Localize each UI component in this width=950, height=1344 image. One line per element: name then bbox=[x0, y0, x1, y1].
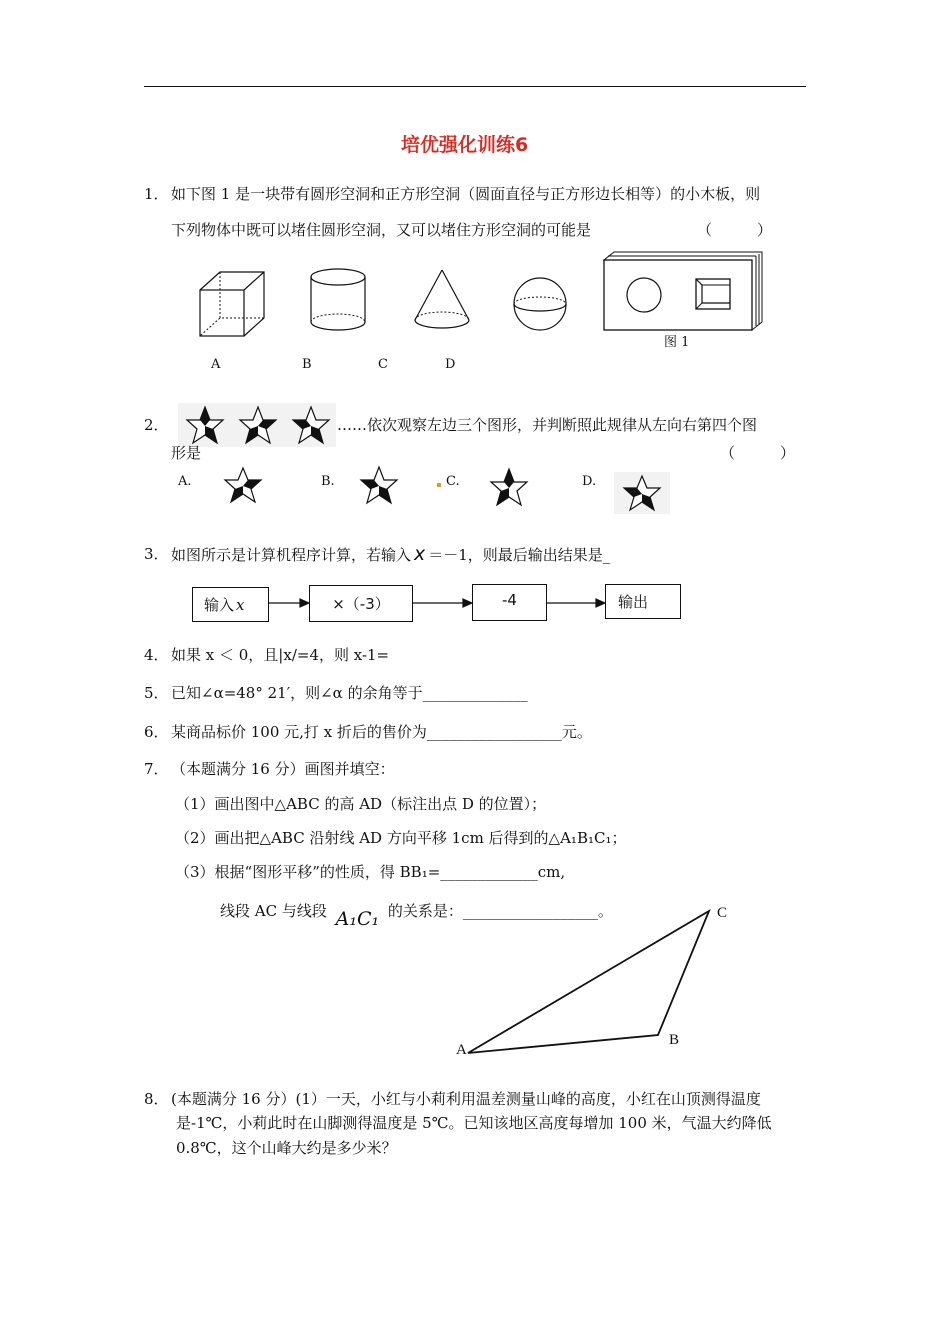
q1-bracket: （ ） bbox=[697, 221, 773, 239]
flow-subtract-label: -4 bbox=[502, 591, 517, 609]
q7-line4-a: 线段 AC 与线段 bbox=[220, 902, 327, 920]
q7-item-3: （3）根据“图形平移”的性质，得 BB₁=_____________cm, bbox=[175, 863, 566, 881]
point-label-b: B bbox=[669, 1032, 680, 1048]
q5-text: 已知∠α=48° 21′，则∠α 的余角等于______________ bbox=[171, 684, 528, 702]
figure1-label: 图 1 bbox=[664, 335, 690, 350]
q1-option-b: B bbox=[302, 357, 312, 372]
flow-input-label: 输入 bbox=[204, 596, 235, 614]
q2-option-d: D. bbox=[582, 474, 597, 489]
q6-text: 某商品标价 100 元,打 x 折后的售价为__________________元。 bbox=[171, 723, 592, 741]
q7-line4-math: A₁C₁ bbox=[335, 908, 380, 930]
q1-line2: 下列物体中既可以堵住圆形空洞，又可以堵住方形空洞的可能是 bbox=[171, 221, 592, 239]
q8-line2: 是-1℃，小莉此时在山脚测得温度是 5℃。已知该地区高度每增加 100 米，气温大约降低 bbox=[176, 1114, 772, 1132]
q2-option-a: A. bbox=[178, 474, 192, 489]
q1-number: 1． bbox=[144, 185, 169, 203]
q2-option-b: B. bbox=[321, 474, 335, 489]
q2-option-c: C. bbox=[446, 474, 460, 489]
q3-text-a: 如图所示是计算机程序计算，若输入 bbox=[171, 546, 412, 564]
q7-head: （本题满分 16 分）画图并填空： bbox=[171, 760, 395, 778]
q1-option-a: A bbox=[211, 357, 221, 372]
q4-number: 4． bbox=[144, 646, 169, 664]
q6-number: 6． bbox=[144, 723, 169, 741]
q8-number: 8． bbox=[144, 1090, 169, 1108]
q7-number: 7． bbox=[144, 760, 169, 778]
q2-number: 2． bbox=[144, 416, 169, 434]
point-label-c: C bbox=[717, 905, 728, 921]
q5-number: 5． bbox=[144, 684, 169, 702]
q2-text1: ……依次观察左边三个图形，并判断照此规律从左向右第四个图 bbox=[337, 416, 758, 434]
point-label-a: A bbox=[456, 1042, 467, 1058]
q4-text: 如果 x ＜ 0，且|x/=4，则 x-1= bbox=[171, 646, 390, 664]
q7-item-2: （2）画出把△ABC 沿射线 AD 方向平移 1cm 后得到的△A₁B₁C₁； bbox=[175, 829, 627, 847]
flow-output-label: 输出 bbox=[618, 593, 649, 611]
q8-line1: (本题满分 16 分）(1）一天，小红与小莉利用温差测量山峰的高度，小红在山顶测得温度 bbox=[171, 1090, 761, 1108]
q7-line4-b: 的关系是：__________________。 bbox=[387, 902, 613, 920]
flow-multiply-label: ×（-3） bbox=[332, 595, 390, 613]
q3-text-b: ＝－1，则最后输出结果是_ bbox=[428, 546, 611, 564]
q2-text2: 形是 bbox=[171, 444, 202, 462]
q1-option-c: C bbox=[378, 357, 388, 372]
q8-line3: 0.8℃，这个山峰大约是多少米？ bbox=[176, 1139, 397, 1157]
q1-line1: 如下图 1 是一块带有圆形空洞和正方形空洞（圆面直径与正方形边长相等）的小木板，则 bbox=[171, 185, 761, 203]
q3-var-x: x bbox=[414, 543, 426, 565]
flow-input-var: x bbox=[236, 595, 245, 614]
q7-item-1: （1）画出图中△ABC 的高 AD（标注出点 D 的位置）； bbox=[175, 795, 547, 813]
page-title: 培优强化训练6 bbox=[401, 134, 529, 156]
q2-bracket: （ ） bbox=[720, 444, 796, 462]
q3-number: 3． bbox=[144, 545, 169, 563]
q1-option-d: D bbox=[445, 357, 456, 372]
